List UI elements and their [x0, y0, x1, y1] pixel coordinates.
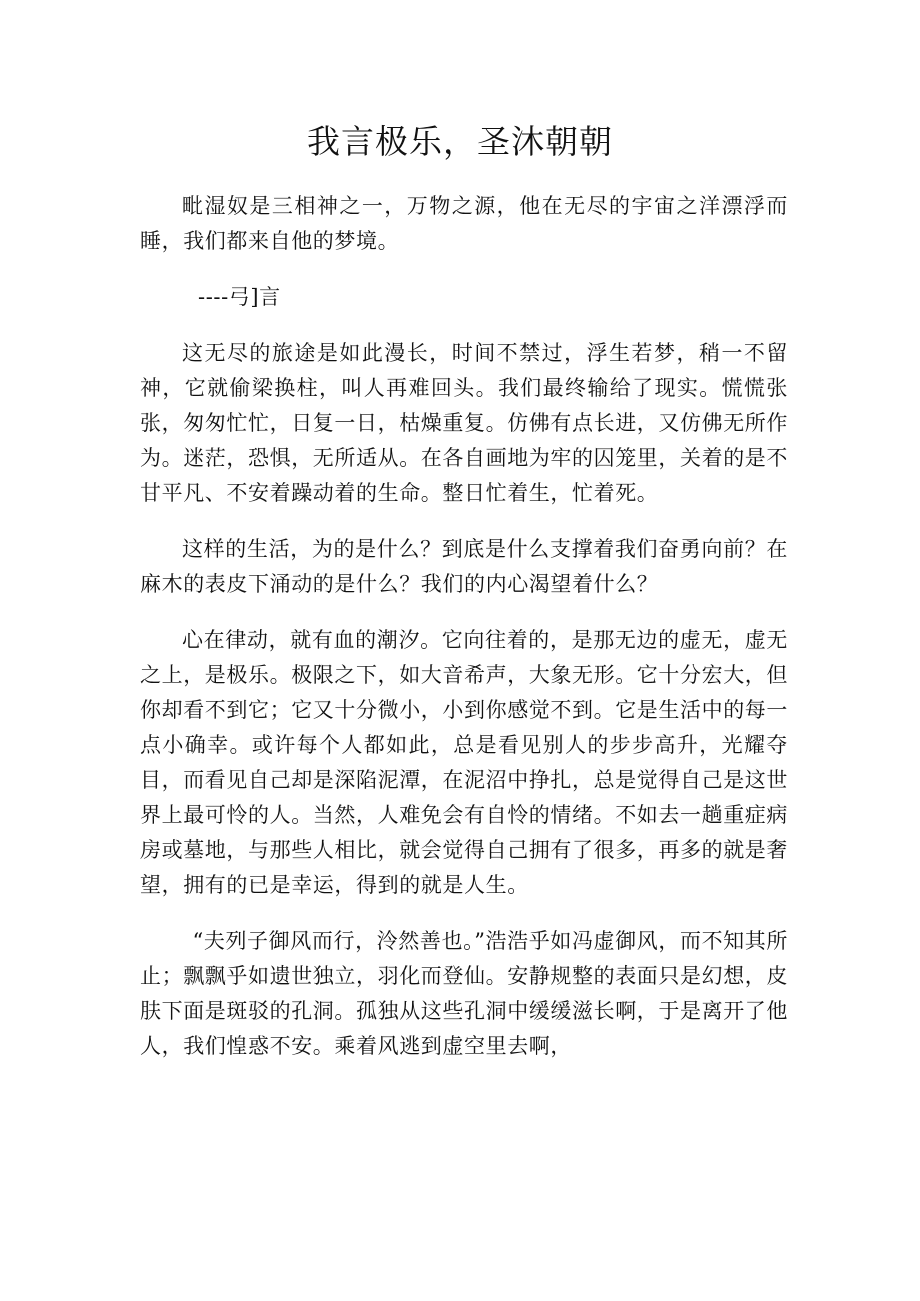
paragraph-journey: 这无尽的旅途是如此漫长，时间不禁过，浮生若梦，稍一不留神，它就偷梁换柱，叫人再难回头。我们最终输给了现实。慌慌张张，匆匆忙忙，日复一日，枯燥重复。仿佛有点长进，又仿佛无所作为。迷茫，恐惧，无所适从。在各自画地为牢的囚笼里，关着的是不甘平凡、不安着躁动着的生命。整日忙着生，忙着死。 [140, 341, 788, 505]
paragraph-vishnu: 毗湿奴是三相神之一，万物之源，他在无尽的宇宙之洋漂浮而睡，我们都来自他的梦境。 [140, 194, 788, 253]
quote-attribution: ----弓]言 [198, 285, 281, 309]
document-body [140, 189, 788, 1085]
document-title: 我言极乐，圣沐朝朝 [307, 122, 613, 161]
paragraph-question: 这样的生活，为的是什么？到底是什么支撑着我们奋勇向前？在麻木的表皮下涌动的是什么？我们的内心渴望着什么？ [140, 537, 788, 596]
paragraph-bliss: 心在律动，就有血的潮汐。它向往着的，是那无边的虚无，虚无之上，是极乐。极限之下，如大音希声，大象无形。它十分宏大，但你却看不到它；它又十分微小，小到你感觉不到。它是生活中的每一点小确幸。或许每个人都如此，总是看见别人的步步高升，光耀夺目，而看见自己却是深陷泥潭，在泥沼中挣扎，总是觉得自己是这世界上最可怜的人。当然，人难免会有自怜的情绪。不如去一趟重症病房或墓地，与那些人相比，就会觉得自己拥有了很多，再多的就是奢望，拥有的已是幸运，得到的就是人生。 [140, 628, 788, 897]
paragraph-liezi-quote: “夫列子御风而行，泠然善也。”浩浩乎如冯虚御风，而不知其所止；飘飘乎如遗世独立，羽化而登仙。安静规整的表面只是幻想，皮肤下面是斑驳的孔洞。孤独从这些孔洞中缓缓滋长啊，于是离开了他人，我们惶惑不安。乘着风逃到虚空里去啊， [140, 929, 788, 1058]
